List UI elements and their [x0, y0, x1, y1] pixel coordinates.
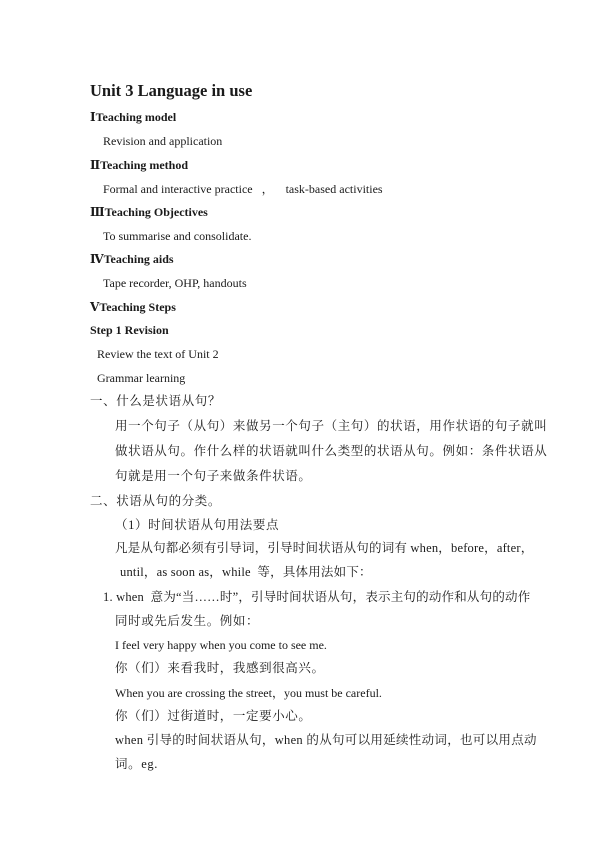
- section-2-body: Formal and interactive practice ， task-based activities: [103, 182, 383, 196]
- example-translation: 你（们）过街道时，一定要小心。: [115, 709, 312, 723]
- grammar-paragraph-line: 句就是用一个句子来做条件状语。: [115, 469, 312, 483]
- section-1-numeral: Ⅰ: [90, 110, 96, 124]
- section-4-numeral: Ⅳ: [90, 252, 104, 266]
- grammar-note-line: 词。eg.: [115, 757, 158, 771]
- section-5-numeral: Ⅴ: [90, 300, 100, 314]
- section-1-title: Teaching model: [95, 110, 177, 124]
- section-4-title: Teaching aids: [103, 252, 174, 266]
- grammar-question-2: 二、状语从句的分类。: [90, 494, 222, 508]
- section-4-body: Tape recorder, OHP, handouts: [103, 276, 247, 290]
- grammar-question-1: 一、什么是状语从句？: [90, 394, 222, 408]
- grammar-note-line: when 引导的时间状语从句，when 的从句可以用延续性动词，也可以用点动: [115, 733, 537, 747]
- section-3-title: Teaching Objectives: [104, 205, 208, 219]
- grammar-item-line: 同时或先后发生。例如：: [115, 614, 260, 628]
- section-2-heading: [90, 157, 188, 173]
- grammar-subheading: （1）时间状语从句用法要点: [115, 518, 280, 532]
- step-1-heading: Step 1 Revision: [90, 323, 169, 337]
- example-sentence: When you are crossing the street，you must be careful.: [115, 686, 382, 700]
- step-1-line: Review the text of Unit 2: [97, 347, 219, 361]
- section-3-body: To summarise and consolidate.: [103, 229, 252, 243]
- step-1-line: Grammar learning: [97, 371, 186, 385]
- example-sentence: I feel very happy when you come to see me.: [115, 638, 327, 652]
- section-2-numeral: Ⅱ: [90, 158, 101, 172]
- grammar-item-line: 1. when 意为“当……时”，引导时间状语从句，表示主句的动作和从句的动作: [103, 590, 531, 604]
- section-5-heading: [90, 299, 176, 315]
- section-3-numeral: Ⅲ: [90, 205, 105, 219]
- section-4-heading: [90, 251, 174, 267]
- grammar-paragraph-line: 凡是从句都必须有引导词，引导时间状语从句的词有 when，before，after，: [115, 541, 534, 555]
- grammar-paragraph-line: 用一个句子（从句）来做另一个句子（主句）的状语，用作状语的句子就叫: [115, 419, 548, 433]
- section-1-heading: [90, 109, 176, 125]
- section-3-heading: [90, 204, 208, 220]
- grammar-paragraph-line: until，as soon as，while 等，具体用法如下：: [120, 565, 372, 579]
- example-translation: 你（们）来看我时，我感到很高兴。: [115, 661, 325, 675]
- section-1-body: Revision and application: [103, 134, 223, 148]
- grammar-paragraph-line: 做状语从句。作什么样的状语就叫什么类型的状语从句。例如：条件状语从: [115, 444, 548, 458]
- section-2-title: Teaching method: [100, 158, 189, 172]
- page-title: Unit 3 Language in use: [90, 81, 253, 100]
- section-5-title: Teaching Steps: [99, 300, 176, 314]
